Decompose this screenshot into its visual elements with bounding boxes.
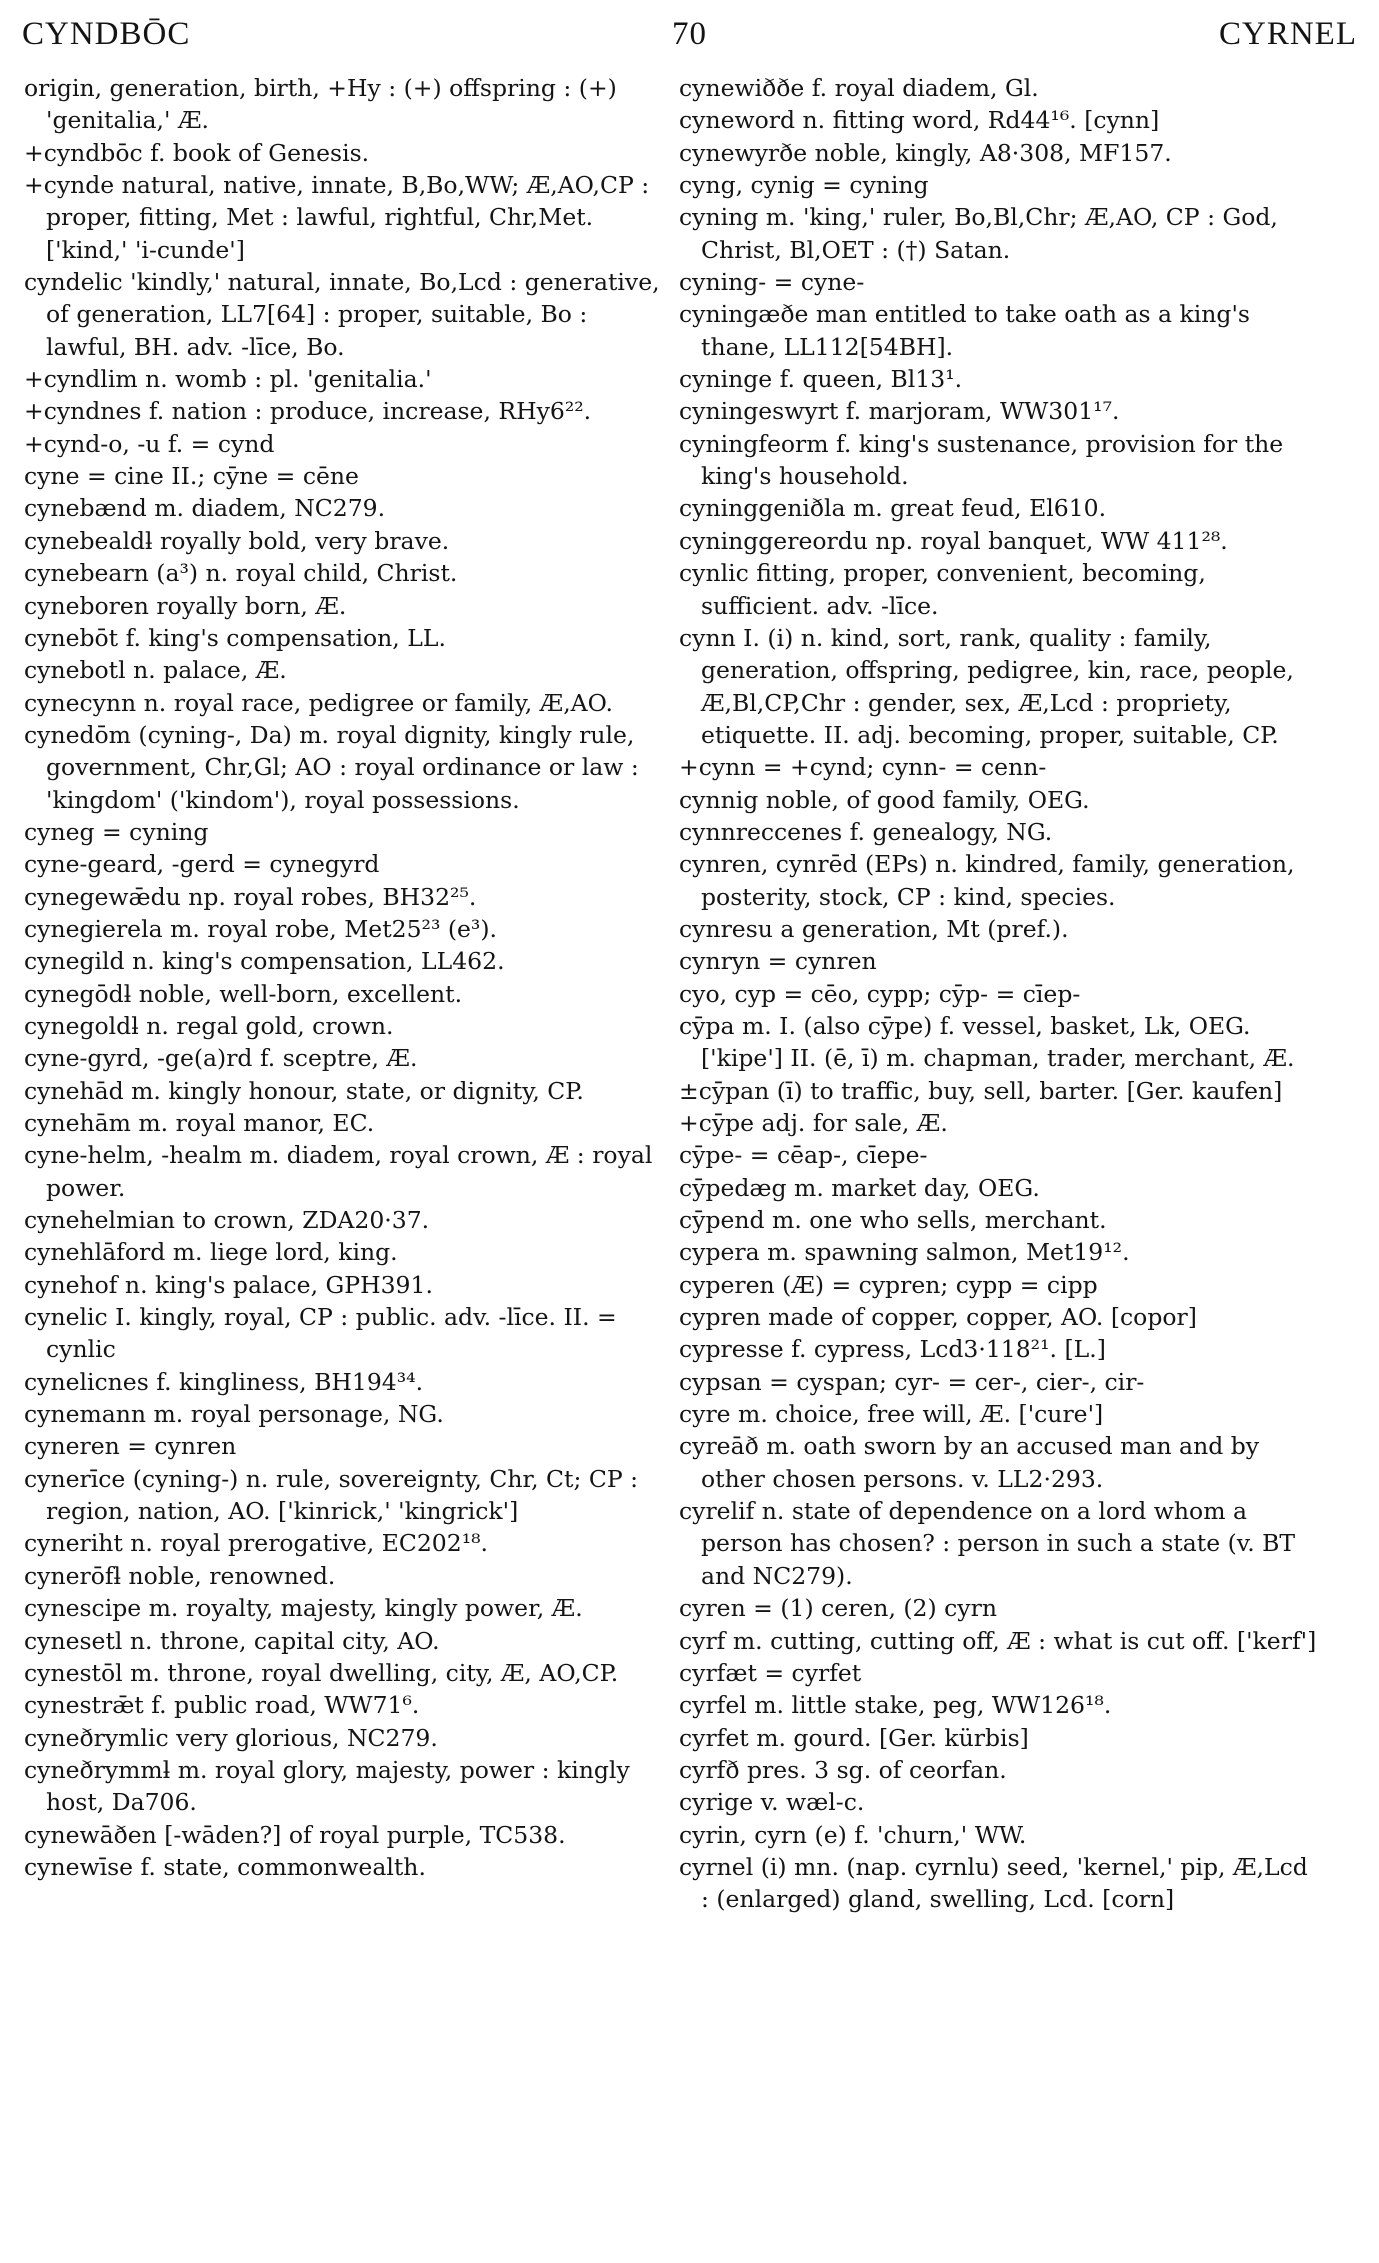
dictionary-entry: cynryn = cynren bbox=[679, 947, 877, 976]
dictionary-entry: cyneboren royally born, Æ. bbox=[24, 591, 347, 620]
dictionary-entry: cynewiððe f. royal diadem, Gl. bbox=[679, 74, 1039, 102]
dictionary-entry: +cynn = +cynd; cynn- = cenn- bbox=[679, 753, 1047, 782]
dictionary-entry: cyning- = cyne- bbox=[679, 268, 865, 297]
dictionary-entry: cyo, cyp = cēo, cypp; cȳp- = cīep- bbox=[679, 979, 1081, 1008]
dictionary-entry: cȳpa m. I. (also cȳpe) f. vessel, basket, Lk, OEG. ['kipe'] II. (ē, ī) m. chapman, trader, merchant, Æ. bbox=[679, 1011, 1295, 1073]
dictionary-entry: cynerīce (cyning-) n. rule, sovereignty, Chr, Ct; CP : region, nation, AO. ['kinrick,' 'kingrick'] bbox=[24, 1464, 639, 1526]
dictionary-entry: ±cȳpan (ī) to traffic, buy, sell, barter. [Ger. kaufen] bbox=[679, 1076, 1283, 1105]
dictionary-entry: cyrelif n. state of dependence on a lord whom a person has chosen? : person in such a state (v. BT and NC279). bbox=[679, 1497, 1296, 1590]
dictionary-entry: cynesetl n. throne, capital city, AO. bbox=[24, 1626, 440, 1655]
dictionary-entry: +cynd-o, -u f. = cynd bbox=[24, 429, 275, 458]
dictionary-entry: cynegoldƚ n. regal gold, crown. bbox=[24, 1011, 394, 1040]
dictionary-entry: cynehād m. kingly honour, state, or dignity, CP. bbox=[24, 1076, 584, 1105]
dictionary-entry: cynnreccenes f. genealogy, NG. bbox=[679, 817, 1053, 846]
dictionary-entry: cynresu a generation, Mt (pref.). bbox=[679, 914, 1069, 943]
dictionary-entry: cyninge f. queen, Bl13¹. bbox=[679, 365, 963, 394]
dictionary-entry: cyrin, cyrn (e) f. 'churn,' WW. bbox=[679, 1820, 1027, 1849]
dictionary-entry: cȳpend m. one who sells, merchant. bbox=[679, 1206, 1107, 1235]
dictionary-entry: cynn I. (i) n. kind, sort, rank, quality : family, generation, offspring, pedigree, kin, race, people, Æ,Bl,CP,Chr : gender, sex, Æ,Lcd : propriety, etiquette. II. adj. becoming, proper, suitable, CP. bbox=[679, 623, 1294, 749]
dictionary-entry: cyneg = cyning bbox=[24, 817, 209, 846]
dictionary-entry: cyrfet m. gourd. [Ger. kürbis] bbox=[679, 1723, 1029, 1752]
dictionary-entry: cȳpedæg m. market day, OEG. bbox=[679, 1173, 1040, 1202]
dictionary-entry: cynestrǣt f. public road, WW71⁶. bbox=[24, 1691, 420, 1720]
page-number: 70 bbox=[672, 16, 707, 52]
dictionary-entry: cynegild n. king's compensation, LL462. bbox=[24, 947, 505, 976]
dictionary-entry: cynebænd m. diadem, NC279. bbox=[24, 494, 386, 523]
dictionary-entry: cyningfeorm f. king's sustenance, provision for the king's household. bbox=[679, 429, 1284, 491]
dictionary-entry: cyninggeniðla m. great feud, El610. bbox=[679, 494, 1107, 523]
dictionary-entry: cyneren = cynren bbox=[24, 1432, 237, 1461]
dictionary-entry: cypren made of copper, copper, AO. [copor] bbox=[679, 1303, 1197, 1332]
dictionary-entry: cyneriht n. royal prerogative, EC202¹⁸. bbox=[24, 1529, 489, 1558]
dictionary-entry: cynebearn (a³) n. royal child, Christ. bbox=[24, 559, 458, 588]
dictionary-entry: cyrnel (i) mn. (nap. cyrnlu) seed, 'kernel,' pip, Æ,Lcd : (enlarged) gland, swelling, Lcd. [corn] bbox=[679, 1852, 1308, 1914]
dictionary-entry: cyrf m. cutting, cutting off, Æ : what is cut off. ['kerf'] bbox=[679, 1626, 1317, 1655]
dictionary-entry: cynebealdƚ royally bold, very brave. bbox=[24, 526, 450, 555]
dictionary-entry: cypsan = cyspan; cyr- = cer-, cier-, cir- bbox=[679, 1367, 1145, 1396]
dictionary-entry: cyningeswyrt f. marjoram, WW301¹⁷. bbox=[679, 397, 1120, 426]
dictionary-entry: cynehelmian to crown, ZDA20·37. bbox=[24, 1206, 430, 1235]
dictionary-entry: cynebōt f. king's compensation, LL. bbox=[24, 623, 446, 652]
dictionary-entry: cynren, cynrēd (EPs) n. kindred, family, generation, posterity, stock, CP : kind, species. bbox=[679, 850, 1295, 911]
header-first-headword: CYNDBŌC bbox=[22, 16, 191, 52]
dictionary-entry: cyrfel m. little stake, peg, WW126¹⁸. bbox=[679, 1691, 1112, 1720]
dictionary-entry: cyneword n. fitting word, Rd44¹⁶. [cynn] bbox=[679, 106, 1160, 135]
dictionary-entry: cynnig noble, of good family, OEG. bbox=[679, 785, 1090, 814]
dictionary-entry: cynegōdƚ noble, well-born, excellent. bbox=[24, 979, 463, 1008]
dictionary-entry: cynehof n. king's palace, GPH391. bbox=[24, 1270, 433, 1299]
dictionary-entry: cypresse f. cypress, Lcd3·118²¹. [L.] bbox=[679, 1335, 1106, 1364]
dictionary-entry: cynelic I. kingly, royal, CP : public. adv. -līce. II. = cynlic bbox=[24, 1303, 617, 1364]
dictionary-entry: cynegierela m. royal robe, Met25²³ (e³). bbox=[24, 914, 497, 943]
dictionary-entry: cynestōl m. throne, royal dwelling, city, Æ, AO,CP. bbox=[24, 1658, 619, 1687]
dictionary-entry: cynelicnes f. kingliness, BH194³⁴. bbox=[24, 1367, 424, 1396]
dictionary-entry: cynehlāford m. liege lord, king. bbox=[24, 1238, 398, 1267]
dictionary-entry: cyne-geard, -gerd = cynegyrd bbox=[24, 850, 380, 879]
dictionary-entry: cyre m. choice, free will, Æ. ['cure'] bbox=[679, 1400, 1104, 1429]
dictionary-entry: cyreāð m. oath sworn by an accused man and by other chosen persons. v. LL2·293. bbox=[679, 1432, 1260, 1493]
right-column bbox=[679, 72, 1319, 1916]
dictionary-entry: +cynde natural, native, innate, B,Bo,WW; Æ,AO,CP : proper, fitting, Met : lawful, rightful, Chr,Met. ['kind,' 'i-cunde'] bbox=[24, 171, 650, 264]
dictionary-entry: cyne-helm, -healm m. diadem, royal crown, Æ : royal power. bbox=[24, 1141, 653, 1202]
dictionary-entry: cyperen (Æ) = cypren; cypp = cipp bbox=[679, 1270, 1098, 1299]
dictionary-entry: cypera m. spawning salmon, Met19¹². bbox=[679, 1238, 1130, 1267]
dictionary-entry: +cyndlim n. womb : pl. 'genitalia.' bbox=[24, 365, 432, 394]
dictionary-entry: cyningæðe man entitled to take oath as a king's thane, LL112[54BH]. bbox=[679, 300, 1250, 361]
dictionary-entry: cyneðrymlic very glorious, NC279. bbox=[24, 1723, 438, 1752]
dictionary-entry: cynlic fitting, proper, convenient, becoming, sufficient. adv. -līce. bbox=[679, 559, 1206, 620]
dictionary-entry: cyrfæt = cyrfet bbox=[679, 1658, 862, 1687]
dictionary-entry: cyne = cine II.; cȳne = cēne bbox=[24, 462, 359, 491]
dictionary-entry: cynewāðen [-wāden?] of royal purple, TC538. bbox=[24, 1820, 566, 1849]
dictionary-entry: cynebotl n. palace, Æ. bbox=[24, 656, 287, 685]
dictionary-entry: cyninggereordu np. royal banquet, WW 411²⁸. bbox=[679, 526, 1228, 555]
dictionary-entry: cynerōfƚ noble, renowned. bbox=[24, 1561, 336, 1590]
dictionary-entry: cynewyrðe noble, kingly, A8·308, MF157. bbox=[679, 138, 1172, 167]
dictionary-entry: +cȳpe adj. for sale, Æ. bbox=[679, 1109, 948, 1137]
dictionary-entry: origin, generation, birth, +Hy : (+) offspring : (+) 'genitalia,' Æ. bbox=[24, 74, 617, 135]
page-header bbox=[22, 16, 1357, 62]
dictionary-entry: cyneðrymmƚ m. royal glory, majesty, power : kingly host, Da706. bbox=[24, 1755, 630, 1817]
dictionary-entry: cyng, cynig = cyning bbox=[679, 171, 929, 200]
left-column bbox=[24, 72, 664, 1883]
dictionary-entry: cyning m. 'king,' ruler, Bo,Bl,Chr; Æ,AO, CP : God, Christ, Bl,OET : (†) Satan. bbox=[679, 203, 1278, 264]
dictionary-entry: cȳpe- = cēap-, cīepe- bbox=[679, 1141, 928, 1170]
dictionary-entry: cynewīse f. state, commonwealth. bbox=[24, 1852, 426, 1881]
dictionary-entry: cynegewǣdu np. royal robes, BH32²⁵. bbox=[24, 882, 477, 911]
dictionary-entry: cynehām m. royal manor, EC. bbox=[24, 1109, 375, 1137]
header-last-headword: CYRNEL bbox=[1219, 16, 1357, 52]
dictionary-entry: cyren = (1) ceren, (2) cyrn bbox=[679, 1594, 997, 1623]
dictionary-entry: cyne-gyrd, -ge(a)rd f. sceptre, Æ. bbox=[24, 1044, 418, 1073]
dictionary-entry: cynedōm (cyning-, Da) m. royal dignity, kingly rule, government, Chr,Gl; AO : royal ordinance or law : 'kingdom' ('kindom'), royal possessions. bbox=[24, 720, 639, 814]
dictionary-entry: cynemann m. royal personage, NG. bbox=[24, 1400, 444, 1429]
dictionary-entry: +cyndbōc f. book of Genesis. bbox=[24, 138, 370, 167]
dictionary-entry: cynescipe m. royalty, majesty, kingly power, Æ. bbox=[24, 1594, 583, 1623]
dictionary-entry: cyrfð pres. 3 sg. of ceorfan. bbox=[679, 1755, 1007, 1784]
dictionary-entry: cyndelic 'kindly,' natural, innate, Bo,Lcd : generative, of generation, LL7[64] : proper, suitable, Bo : lawful, BH. adv. -līce, Bo. bbox=[24, 268, 660, 361]
dictionary-entry: cyrige v. wæl-c. bbox=[679, 1788, 865, 1817]
dictionary-entry: cynecynn n. royal race, pedigree or family, Æ,AO. bbox=[24, 688, 614, 717]
dictionary-entry: +cyndnes f. nation : produce, increase, RHy6²². bbox=[24, 397, 592, 426]
